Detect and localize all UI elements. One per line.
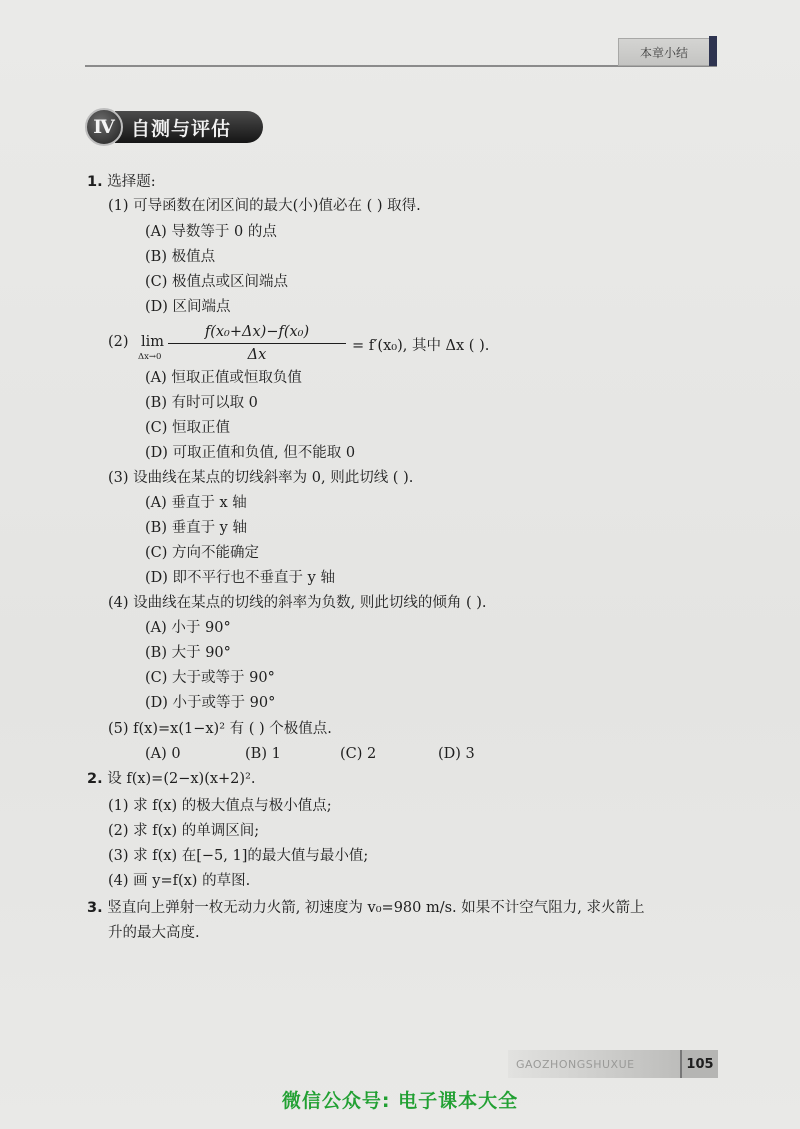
section-badge — [85, 108, 265, 146]
q1-sub3-option-b: (B) 垂直于 y 轴 — [145, 520, 247, 536]
question-3-number: 3. — [87, 900, 103, 916]
footer-band: GAOZHONGSHUXUE — [508, 1050, 684, 1078]
fraction-denominator: Δx — [247, 347, 267, 363]
question-2-heading — [87, 769, 256, 789]
q1-sub5-stem: (5) f(x)=x(1−x)² 有 ( ) 个极值点. — [108, 721, 332, 737]
q1-sub2-rest: = f′(x₀), 其中 Δx ( ). — [352, 338, 490, 354]
watermark-text: 微信公众号: 电子课本大全 — [281, 1090, 519, 1112]
question-1-heading — [87, 172, 156, 192]
q1-sub4-option-a: (A) 小于 90° — [145, 620, 231, 636]
difference-quotient — [168, 322, 346, 365]
question-2-stem: 设 f(x)=(2−x)(x+2)². — [107, 771, 256, 787]
q1-sub5-option-d: (D) 3 — [438, 746, 475, 762]
question-3-text: 竖直向上弹射一枚无动力火箭, 初速度为 v₀=980 m/s. 如果不计空气阻力, 求火箭上 — [107, 900, 645, 916]
question-3-line-2: 升的最大高度. — [108, 925, 200, 941]
q1-sub3-option-c: (C) 方向不能确定 — [145, 545, 260, 561]
q2-part-2: (2) 求 f(x) 的单调区间; — [108, 823, 260, 839]
section-title: 自测与评估 — [115, 111, 263, 143]
q1-sub5-option-b: (B) 1 — [245, 746, 281, 762]
q1-sub2-option-b: (B) 有时可以取 0 — [145, 395, 258, 411]
q1-sub3-stem: (3) 设曲线在某点的切线斜率为 0, 则此切线 ( ). — [108, 470, 414, 486]
q1-sub5-option-a: (A) 0 — [145, 746, 181, 762]
q1-sub3-option-a: (A) 垂直于 x 轴 — [145, 495, 247, 511]
chapter-tab-marker — [709, 36, 717, 66]
q1-sub1-option-b: (B) 极值点 — [145, 249, 216, 265]
fraction-numerator: f(x₀+Δx)−f(x₀) — [204, 324, 310, 340]
q1-sub2-label: (2) — [108, 334, 129, 350]
fraction-bar — [168, 343, 346, 344]
limit-operator: lim — [141, 334, 165, 350]
chapter-tab: 本章小结 — [618, 38, 710, 66]
limit-subscript: Δx→0 — [138, 352, 162, 362]
q1-sub4-option-c: (C) 大于或等于 90° — [145, 670, 275, 686]
q1-sub1-option-a: (A) 导数等于 0 的点 — [145, 224, 277, 240]
q1-sub2-option-d: (D) 可取正值和负值, 但不能取 0 — [145, 445, 356, 461]
q1-sub2-option-a: (A) 恒取正值或恒取负值 — [145, 370, 302, 386]
section-roman-numeral: Ⅳ — [85, 108, 123, 146]
q1-sub5-option-c: (C) 2 — [340, 746, 377, 762]
question-1-number: 1. — [87, 174, 103, 190]
question-1-title: 选择题: — [107, 174, 156, 190]
question-2-number: 2. — [87, 771, 103, 787]
q1-sub1-option-c: (C) 极值点或区间端点 — [145, 274, 289, 290]
q1-sub1-option-d: (D) 区间端点 — [145, 299, 231, 315]
q1-sub1-stem: (1) 可导函数在闭区间的最大(小)值必在 ( ) 取得. — [108, 198, 421, 214]
q1-sub4-stem: (4) 设曲线在某点的切线的斜率为负数, 则此切线的倾角 ( ). — [108, 595, 487, 611]
q1-sub4-option-b: (B) 大于 90° — [145, 645, 231, 661]
q2-part-3: (3) 求 f(x) 在[−5, 1]的最大值与最小值; — [108, 848, 369, 864]
q2-part-1: (1) 求 f(x) 的极大值点与极小值点; — [108, 798, 332, 814]
q1-sub2-option-c: (C) 恒取正值 — [145, 420, 231, 436]
q1-sub3-option-d: (D) 即不平行也不垂直于 y 轴 — [145, 570, 335, 586]
q2-part-4: (4) 画 y=f(x) 的草图. — [108, 873, 251, 889]
q1-sub4-option-d: (D) 小于或等于 90° — [145, 695, 276, 711]
page-number: 105 — [680, 1050, 718, 1078]
question-3-line-1 — [87, 898, 645, 918]
